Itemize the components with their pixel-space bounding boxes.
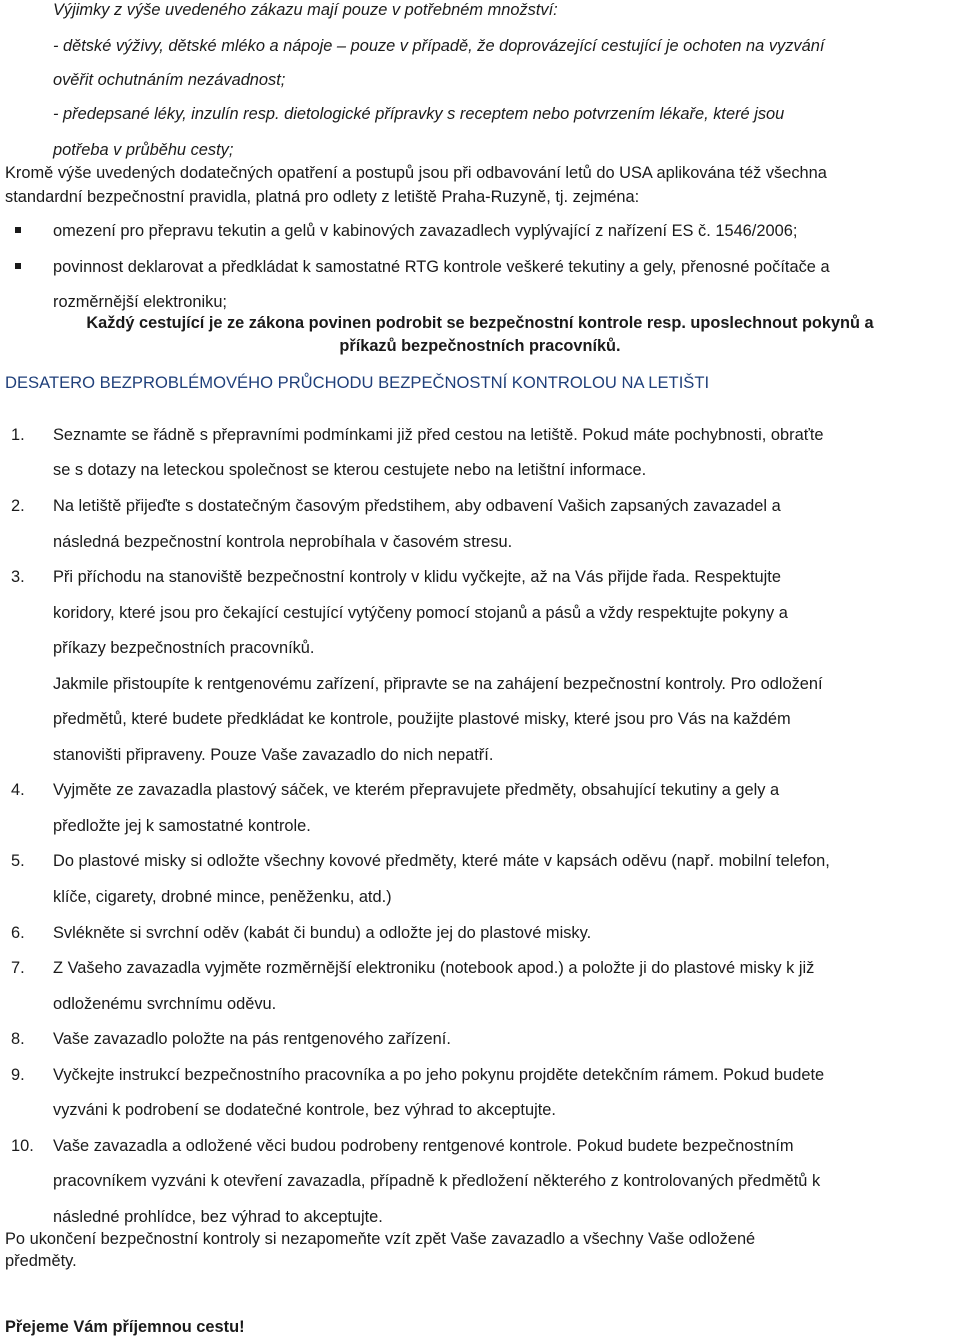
step-5-line1: Do plastové misky si odložte všechny kovové předměty, které máte v kapsách oděvu (např. mobilní telefon, (53, 852, 830, 870)
step-10-line1: Vaše zavazadla a odložené věci budou podrobeny rentgenové kontrole. Pokud budete bezpečnostním (53, 1137, 794, 1155)
bullet-item-2-line1: povinnost deklarovat a předkládat k samostatné RTG kontrole veškeré tekutiny a gely, přenosné počítače a (53, 258, 830, 276)
step-3-line4: Jakmile přistoupíte k rentgenovému zařízení, připravte se na zahájení bezpečnostní kontroly. Pro odložení (53, 675, 823, 693)
farewell: Přejeme Vám příjemnou cestu! (5, 1318, 245, 1336)
usa-paragraph-line1: Kromě výše uvedených dodatečných opatření a postupů jsou při odbavování letů do USA aplikována též všechna (5, 164, 827, 182)
step-9-line2: vyzváni k podrobení se dodatečné kontrole, bez výhrad to akceptujte. (53, 1101, 556, 1119)
step-3-line2: koridory, které jsou pro čekající cestující vytýčeny pomocí stojanů a pásů a vždy respektujte pokyny a (53, 604, 788, 622)
step-1-line1: Seznamte se řádně s přepravními podmínkami již před cestou na letiště. Pokud máte pochybnosti, obraťte (53, 426, 824, 444)
step-number: 6. (11, 924, 25, 942)
step-7-line1: Z Vašeho zavazadla vyjměte rozměrnější elektroniku (notebook apod.) a položte ji do plastové misky k již (53, 959, 815, 977)
section-heading: DESATERO BEZPROBLÉMOVÉHO PRŮCHODU BEZPEČNOSTNÍ KONTROLOU NA LETIŠTI (5, 373, 710, 392)
step-8-line1: Vaše zavazadlo položte na pás rentgenového zařízení. (53, 1030, 451, 1048)
obligation-line1: Každý cestující je ze zákona povinen podrobit se bezpečnostní kontrole resp. uposlechnout pokynů a (86, 314, 874, 332)
exceptions-title: Výjimky z výše uvedeného zákazu mají pouze v potřebném množství: (53, 1, 558, 19)
step-number: 7. (11, 959, 25, 977)
step-4-line2: předložte jej k samostatné kontrole. (53, 817, 311, 835)
step-6-line1: Svlékněte si svrchní oděv (kabát či bundu) a odložte jej do plastové misky. (53, 924, 592, 942)
closing-line1: Po ukončení bezpečnostní kontroly si nezapomeňte vzít zpět Vaše zavazadlo a všechny Vaše odložené (5, 1230, 756, 1248)
closing-line2: předměty. (5, 1252, 77, 1270)
step-number: 5. (11, 852, 25, 870)
bullet-item-1: omezení pro přepravu tekutin a gelů v kabinových zavazadlech vyplývající z nařízení ES č. 1546/2006; (53, 222, 798, 240)
obligation-line2: příkazů bezpečnostních pracovníků. (339, 337, 621, 355)
step-number: 8. (11, 1030, 25, 1048)
step-3-line1: Při příchodu na stanoviště bezpečnostní kontroly v klidu vyčkejte, až na Vás přijde řada. Respektujte (53, 568, 781, 586)
step-10-line2: pracovníkem vyzváni k otevření zavazadla, případně k předložení některého z kontrolovaných předmětů k (53, 1172, 821, 1190)
step-number: 4. (11, 781, 25, 799)
exception-2-line2: potřeba v průběhu cesty; (53, 141, 234, 159)
exception-1-line2: ověřit ochutnáním nezávadnost; (53, 71, 286, 89)
step-number: 2. (11, 497, 25, 515)
step-9-line1: Vyčkejte instrukcí bezpečnostního pracovníka a po jeho pokynu projděte detekčním rámem. Pokud budete (53, 1066, 825, 1084)
step-3-line3: příkazy bezpečnostních pracovníků. (53, 639, 315, 657)
step-2-line1: Na letiště přijeďte s dostatečným časovým předstihem, aby odbavení Vašich zapsaných zavazadel a (53, 497, 781, 515)
step-5-line2: klíče, cigarety, drobné mince, peněženku, atd.) (53, 888, 392, 906)
step-number: 3. (11, 568, 25, 586)
exception-2-line1: - předepsané léky, inzulín resp. dietologické přípravky s receptem nebo potvrzením lékaře, které jsou (53, 105, 785, 123)
step-3-line5: předmětů, které budete předkládat ke kontrole, použijte plastové misky, které jsou pro Vás na každém (53, 710, 791, 728)
exception-1-line1: - dětské výživy, dětské mléko a nápoje – pouze v případě, že doprovázející cestující je ochoten na vyzvání (53, 37, 825, 55)
step-4-line1: Vyjměte ze zavazadla plastový sáček, ve kterém přepravujete předměty, obsahující tekutiny a gely a (53, 781, 780, 799)
bullet-item-2-line2: rozměrnější elektroniku; (53, 293, 227, 311)
usa-paragraph-line2: standardní bezpečnostní pravidla, platná pro odlety z letiště Praha-Ruzyně, tj. zejména: (5, 188, 640, 206)
step-number: 10. (11, 1137, 34, 1155)
step-3-line6: stanovišti připraveny. Pouze Vaše zavazadlo do nich nepatří. (53, 746, 494, 764)
step-10-line3: následné prohlídce, bez výhrad to akceptujte. (53, 1208, 383, 1226)
step-number: 1. (11, 426, 25, 444)
step-1-line2: se s dotazy na leteckou společnost se kterou cestujete nebo na letištní informace. (53, 461, 647, 479)
square-bullet-icon (15, 263, 21, 269)
step-2-line2: následná bezpečnostní kontrola neprobíhala v časovém stresu. (53, 533, 513, 551)
square-bullet-icon (15, 227, 21, 233)
step-7-line2: odloženému svrchnímu oděvu. (53, 995, 277, 1013)
step-number: 9. (11, 1066, 25, 1084)
